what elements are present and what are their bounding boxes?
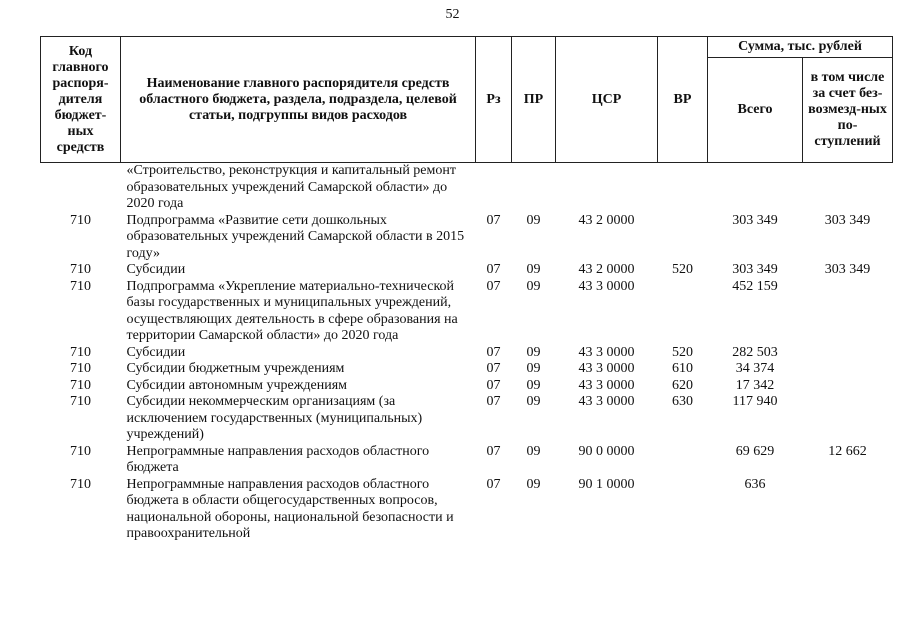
cell-code: 710 [70,394,91,409]
cell-pr: 09 [526,377,541,393]
table-row [41,477,893,543]
cell-vr: 520 [672,262,693,277]
cell-pr: 09 [526,278,541,294]
cell-total: 69 629 [735,443,775,459]
cell-gratis [803,163,893,213]
cell-gratis: 303 349 [824,212,871,228]
cell-code: 710 [70,443,91,459]
cell-vr [658,279,708,345]
cell-vr: 620 [672,377,693,393]
cell-pr: 09 [526,344,541,360]
cell-vr [658,477,708,543]
cell-vr: 610 [672,361,693,376]
table-row [41,279,893,345]
cell-total [708,163,803,213]
cell-gratis [803,378,893,395]
header-sum: Сумма, тыс. рублей [708,37,893,58]
cell-code: 710 [70,361,91,376]
cell-code: 710 [70,278,91,294]
cell-name: «Строительство, реконструкция и капитальный ремонт образовательных учреждений Самарской области» до 2020 года [126,163,456,211]
table-row [41,444,893,477]
cell-name: Субсидии [126,262,186,277]
cell-name: Подпрограмма «Развитие сети дошкольных образовательных учреждений Самарской области в 2015 году» [126,212,465,261]
cell-code: 710 [70,262,91,277]
table-row [41,262,893,279]
table-row [41,394,893,444]
cell-csr: 90 0 0000 [578,443,635,459]
header-gratis: в том числе за счет без-возмезд-ных по-ступлений [803,58,893,163]
cell-name: Субсидии автономным учреждениям [126,377,348,393]
cell-total: 17 342 [735,377,775,393]
cell-pr: 09 [526,361,541,376]
cell-code: 710 [70,212,91,228]
cell-pr: 09 [526,212,541,228]
cell-pr: 09 [526,443,541,459]
cell-vr [658,163,708,213]
cell-csr: 43 3 0000 [578,394,635,409]
cell-name: Непрограммные направления расходов областного бюджета [126,443,430,475]
cell-gratis: 303 349 [824,262,871,277]
cell-gratis [803,477,893,543]
cell-rz: 07 [486,212,501,228]
cell-csr: 43 3 0000 [578,361,635,376]
cell-vr: 630 [672,394,693,409]
cell-vr [658,213,708,263]
cell-csr: 90 1 0000 [578,476,635,492]
table-body [41,163,893,543]
cell-rz: 07 [486,278,501,294]
cell-total: 303 349 [732,212,778,228]
cell-csr: 43 3 0000 [578,344,635,360]
cell-rz: 07 [486,443,501,459]
header-total: Всего [708,58,803,163]
header-csr: ЦСР [556,37,658,163]
cell-csr [556,163,658,213]
table-row [41,361,893,378]
cell-vr [658,444,708,477]
cell-gratis [803,394,893,444]
header-vr: ВР [658,37,708,163]
cell-gratis [803,361,893,378]
cell-code: 710 [70,344,91,360]
cell-name: Непрограммные направления расходов областного бюджета в области общегосударственных вопросов, национальной обороны, национальной безопасности и правоохранительной [126,476,454,541]
table-row [41,213,893,263]
cell-total: 34 374 [735,361,775,376]
cell-rz: 07 [486,361,501,376]
header-code: Код главного распоря-дителя бюджет-ных средств [41,37,121,163]
cell-pr: 09 [526,394,541,409]
header-name: Наименование главного распорядителя средств областного бюджета, раздела, подраздела, целевой статьи, подгруппы видов расходов [121,37,476,163]
cell-code: 710 [70,476,91,492]
cell-name: Субсидии некоммерческим организациям (за исключением государственных (муниципальных) учреждений) [126,394,423,442]
cell-rz: 07 [486,394,501,409]
table-row [41,345,893,362]
cell-pr: 09 [526,476,541,492]
cell-total: 117 940 [732,394,778,409]
cell-rz: 07 [486,377,501,393]
table-row [41,378,893,395]
cell-total: 636 [744,476,766,492]
cell-name: Субсидии [126,344,186,360]
cell-rz: 07 [486,476,501,492]
cell-pr: 09 [526,262,541,277]
cell-pr [512,163,556,213]
cell-rz: 07 [486,262,501,277]
cell-gratis: 12 662 [828,443,867,459]
cell-code [41,163,121,213]
cell-csr: 43 3 0000 [578,278,635,294]
cell-total: 452 159 [732,278,778,294]
cell-gratis [803,279,893,345]
cell-code: 710 [70,377,91,393]
cell-csr: 43 3 0000 [578,377,635,393]
cell-vr: 520 [672,344,693,360]
cell-csr: 43 2 0000 [578,212,635,228]
header-pr: ПР [512,37,556,163]
cell-name: Субсидии бюджетным учреждениям [126,361,345,376]
budget-table [40,36,893,543]
cell-gratis [803,345,893,362]
table-row [41,163,893,213]
cell-total: 303 349 [732,262,778,277]
cell-total: 282 503 [732,344,778,360]
page-number: 52 [445,7,460,22]
cell-rz: 07 [486,344,501,360]
header-rz: Рз [476,37,512,163]
cell-csr: 43 2 0000 [578,262,635,277]
cell-name: Подпрограмма «Укрепление материально-технической базы государственных и муниципальных учреждений, осуществляющих деятельность в сфере образования на территории Самарской области» до 2020 года [126,278,458,343]
cell-rz [476,163,512,213]
